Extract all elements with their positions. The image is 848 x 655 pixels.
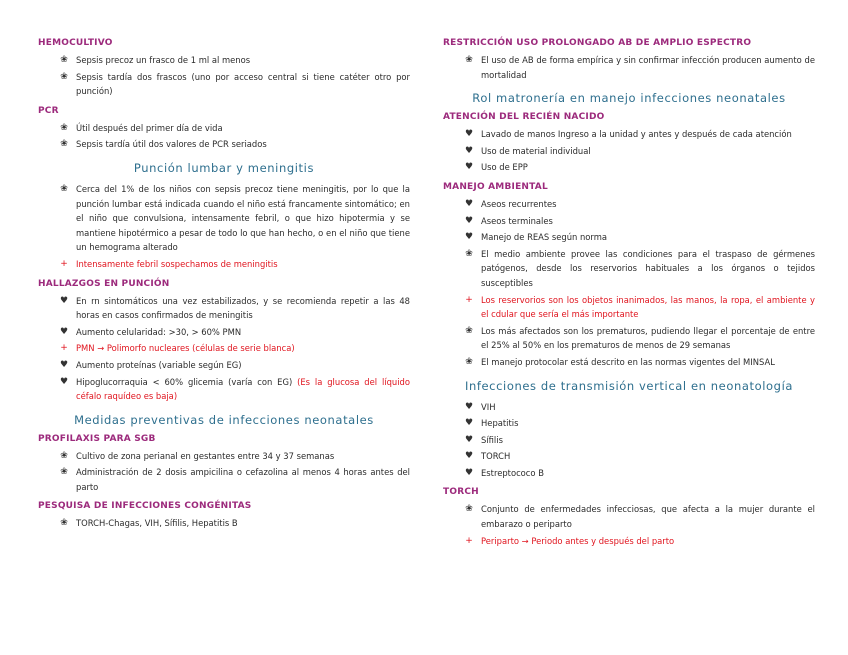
list-item: ♥ Hepatitis — [443, 416, 815, 431]
list-item: ❀ Conjunto de enfermedades infecciosas, que afecta a la mujer durante el embarazo o periparto — [443, 502, 815, 531]
heart-bullet-icon: ♥ — [464, 418, 474, 429]
left-column — [38, 38, 410, 533]
list-item: ❀ TORCH-Chagas, VIH, Sífilis, Hepatitis B — [38, 516, 410, 531]
heart-bullet-icon: ♥ — [464, 467, 474, 478]
flower-bullet-icon: ❀ — [465, 504, 473, 515]
subtitle-profilaxis: PROFILAXIS PARA SGB — [38, 433, 156, 444]
list-item: ❀ Sepsis tardía dos frascos (uno por acceso central si tiene catéter otro por punción) — [38, 70, 410, 99]
flower-bullet-icon: ❀ — [465, 356, 473, 367]
list-item: ♥ En rn sintomáticos una vez estabilizados, y se recomienda repetir a las 48 horas en casos confirmados de meningitis — [59, 295, 410, 321]
plus-bullet-icon: + — [465, 294, 473, 305]
list-torch — [443, 502, 815, 548]
heart-bullet-icon: ♥ — [464, 232, 474, 243]
list-item: ❀ Sepsis precoz un frasco de 1 ml al menos — [38, 53, 410, 68]
plus-bullet-icon: + — [60, 343, 68, 354]
heart-bullet-icon: ♥ — [464, 145, 474, 156]
flower-bullet-icon: ❀ — [60, 518, 68, 529]
note-item: + Los reservorios son los objetos inanimados, las manos, la ropa, el ambiente y el cdular que sería el más importante — [443, 293, 815, 322]
subtitle-atencion: ATENCIÓN DEL RECIÉN NACIDO — [443, 112, 605, 123]
list-item: ❀ El uso de AB de forma empírica y sin confirmar infección producen aumento de mortalidad — [443, 53, 815, 82]
list-item: ♥ Aseos recurrentes — [443, 197, 815, 212]
heart-bullet-icon: ♥ — [464, 129, 474, 140]
list-item: ❀ El medio ambiente provee las condiciones para el traspaso de gérmenes patógenos, desde los reservorios habituales a los órganos o tejidos susceptibles — [443, 247, 815, 291]
list-item: ♥ Sífilis — [443, 433, 815, 448]
subtitle-manejo: MANEJO AMBIENTAL — [443, 181, 548, 192]
list-item: ♥ Estreptococo B — [443, 466, 815, 481]
section-title-medidas: Medidas preventivas de infecciones neonatales — [74, 412, 374, 427]
heart-bullet-icon: ♥ — [59, 376, 69, 387]
heart-bullet-icon: ♥ — [464, 215, 474, 226]
heart-bullet-icon: ♥ — [464, 451, 474, 462]
list-hallazgos — [38, 294, 410, 404]
list-item: ❀ Administración de 2 dosis ampicilina o cefazolina al menos 4 horas antes del parto — [38, 465, 410, 494]
list-item: ♥ Aseos terminales — [443, 214, 815, 229]
subtitle-hemocultivo: HEMOCULTIVO — [38, 38, 113, 48]
right-column — [443, 38, 815, 550]
list-item: ❀ Cerca del 1% de los niños con sepsis precoz tiene meningitis, por lo que la punción lumbar está indicada cuando el niño está francamente sintomático; en el niño que convulsiona, intensamente febril, o que hizo hipotermia y se mantiene hipotérmico a pesar de todo lo que han hecho, o en el niño que tiene un hemograma alterado — [38, 182, 410, 255]
list-item: ❀ Los más afectados son los prematuros, pudiendo llegar el porcentaje de entre el 25% al 50% en los prematuros de menos de 29 semanas — [443, 324, 815, 353]
flower-bullet-icon: ❀ — [465, 55, 473, 65]
flower-bullet-icon: ❀ — [60, 55, 68, 65]
inline-note: (Es la glucosa del líquido céfalo raquídeo es baja) — [76, 376, 411, 402]
section-title-rol: Rol matronería en manejo infecciones neonatales — [472, 91, 786, 106]
subtitle-hallazgos: HALLAZGOS EN PUNCIÓN — [38, 278, 170, 289]
list-item: ♥ Manejo de REAS según norma — [443, 230, 815, 245]
list-item: ♥ TORCH — [443, 449, 815, 464]
flower-bullet-icon: ❀ — [60, 450, 68, 461]
subtitle-pcr: PCR — [38, 105, 59, 116]
list-atencion — [443, 127, 815, 175]
list-item: ♥ Uso de material individual — [443, 144, 815, 159]
list-item: ♥ Uso de EPP — [443, 160, 815, 175]
section-title-transmision: Infecciones de transmisión vertical en neonatología — [464, 378, 794, 393]
plus-bullet-icon: + — [60, 258, 68, 269]
list-transmision — [443, 400, 815, 481]
list-item: ❀ El manejo protocolar está descrito en las normas vigentes del MINSAL — [443, 355, 815, 370]
subtitle-restriccion: RESTRICCIÓN USO PROLONGADO AB DE AMPLIO ESPECTRO — [443, 38, 752, 48]
note-item: + PMN → Polimorfo nucleares (células de serie blanca) — [38, 341, 410, 356]
flower-bullet-icon: ❀ — [60, 122, 68, 133]
heart-bullet-icon: ♥ — [59, 295, 69, 306]
heart-bullet-icon: ♥ — [464, 198, 474, 209]
list-item: ♥ Lavado de manos Ingreso a la unidad y antes y después de cada atención — [443, 127, 815, 142]
subtitle-pesquisa: PESQUISA DE INFECCIONES CONGÉNITAS — [38, 501, 252, 512]
flower-bullet-icon: ❀ — [465, 248, 473, 259]
flower-bullet-icon: ❀ — [465, 325, 473, 336]
heart-bullet-icon: ♥ — [464, 434, 474, 445]
heart-bullet-icon: ♥ — [464, 162, 474, 173]
note-item: + Intensamente febril sospechamos de meningitis — [38, 257, 410, 272]
note-item: + Periparto → Periodo antes y después del parto — [443, 534, 815, 549]
flower-bullet-icon: ❀ — [60, 139, 68, 150]
heart-bullet-icon: ♥ — [464, 401, 474, 412]
list-manejo — [443, 197, 815, 370]
list-item: ♥ Hipoglucorraquia < 60% glicemia (varía con EG) (Es la glucosa del líquido céfalo raquídeo es baja) — [59, 376, 411, 402]
list-restriccion — [443, 53, 815, 82]
list-pesquisa — [38, 516, 410, 531]
list-item: ❀ Útil después del primer día de vida — [38, 121, 410, 136]
list-item: ❀ Sepsis tardía útil dos valores de PCR seriados — [38, 137, 410, 152]
heart-bullet-icon: ♥ — [59, 326, 69, 337]
list-puncion — [38, 182, 410, 272]
list-item: ❀ Cultivo de zona perianal en gestantes entre 34 y 37 semanas — [38, 449, 410, 464]
flower-bullet-icon: ❀ — [60, 183, 68, 194]
list-profilaxis — [38, 449, 410, 495]
list-pcr — [38, 121, 410, 152]
flower-bullet-icon: ❀ — [60, 71, 68, 82]
list-item: ♥ Aumento celularidad: >30, > 60% PMN — [38, 325, 410, 340]
section-title-puncion: Punción lumbar y meningitis — [133, 160, 315, 175]
heart-bullet-icon: ♥ — [59, 359, 69, 370]
list-item: ♥ VIH — [443, 400, 815, 415]
list-hemocultivo — [38, 53, 410, 99]
subtitle-torch: TORCH — [443, 487, 479, 498]
list-item: ♥ Aumento proteínas (variable según EG) — [38, 358, 410, 373]
flower-bullet-icon: ❀ — [60, 467, 68, 478]
plus-bullet-icon: + — [465, 535, 473, 546]
